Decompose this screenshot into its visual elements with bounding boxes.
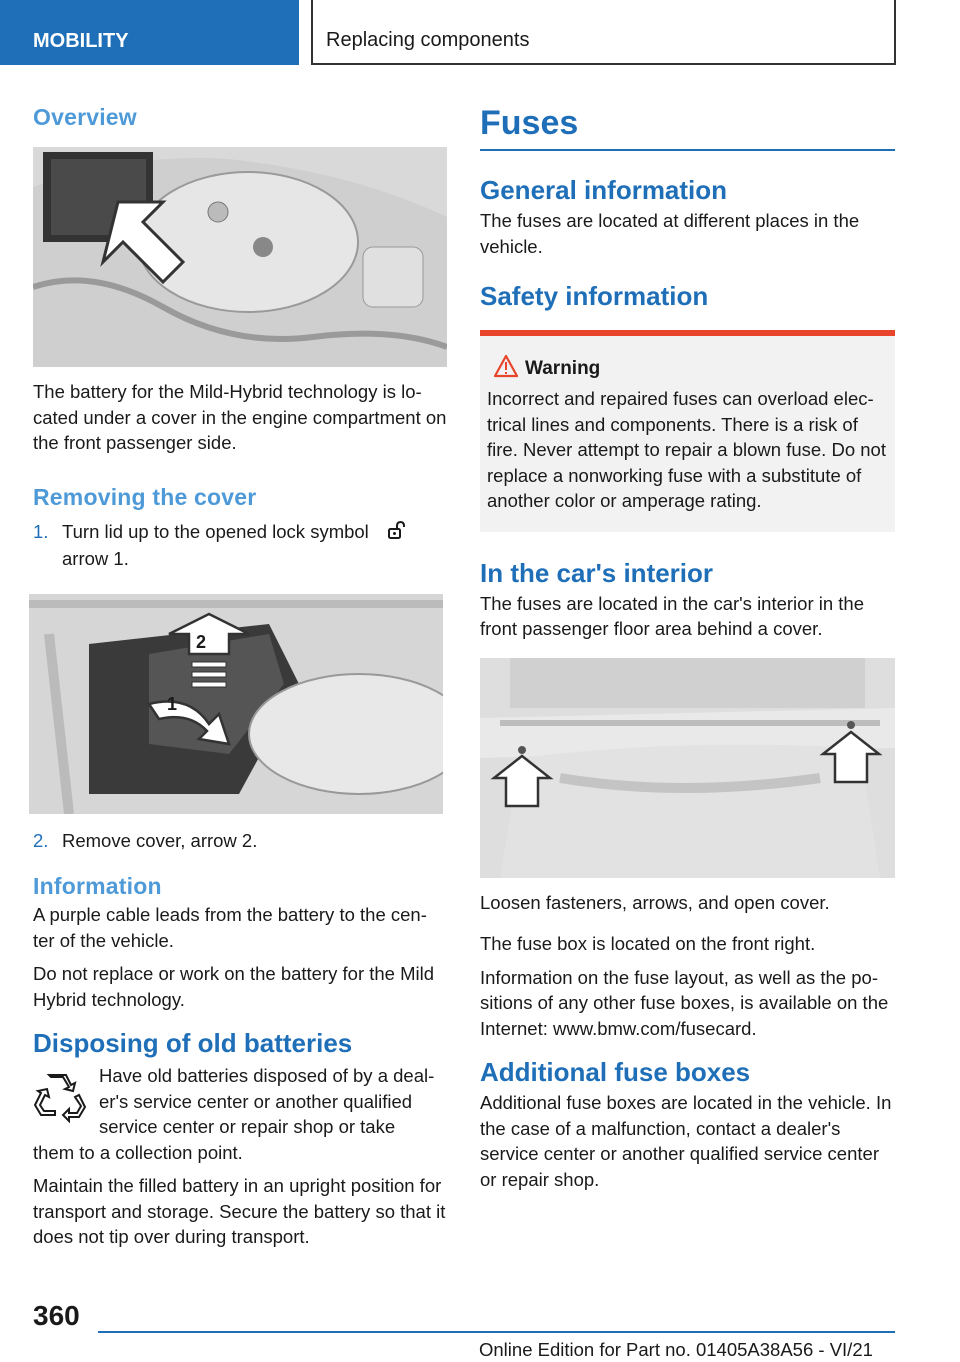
- interior-caption: Loosen fasteners, arrows, and open cover.: [480, 891, 830, 913]
- header-topic-label: Replacing components: [326, 29, 530, 51]
- header-section-tab: [0, 0, 299, 65]
- engine-illustration: [33, 147, 447, 367]
- disposing-line-d: them to a collection point.: [33, 1141, 243, 1163]
- disposing-text-1: [33, 1063, 447, 1165]
- fuse-layout-text: Information on the fuse layout, as well as the po-sitions of any other fuse boxes, is available on the Internet: www.bmw.com/fusecard.: [480, 966, 889, 1039]
- header-section-label: MOBILITY: [33, 30, 129, 52]
- fuse-cover-image: [480, 658, 895, 878]
- figure-arrow-1-label: 1: [167, 693, 178, 714]
- step-2: [33, 828, 447, 854]
- general-information-text: The fuses are located at different places in the vehicle.: [480, 210, 860, 257]
- left-column: [33, 100, 447, 1258]
- interior-text: The fuses are located in the car's interior in the front passenger floor area behind a cover.: [480, 592, 865, 639]
- warning-text: Incorrect and repaired fuses can overload elec-trical lines and components. There is a risk of fire. Never attempt to repair a blown fuse. Do not replace a nonworking fuse with a substitute of another color or amperage rating.: [487, 388, 886, 511]
- fuse-box-location-text: The fuse box is located on the front right.: [480, 933, 816, 954]
- step-2-text: Remove cover, arrow 2.: [62, 829, 258, 851]
- disposing-line-c: service center or repair shop or take: [99, 1116, 396, 1137]
- battery-cover-illustration: [29, 594, 443, 814]
- footer-edition: Online Edition for Part no. 01405A38A56 - VI/21: [479, 1339, 873, 1360]
- header-topic-box: [311, 0, 896, 65]
- step-1-text: Turn lid up to the opened lock symbol: [62, 520, 369, 542]
- general-information-heading: General information: [480, 175, 728, 205]
- warning-box: [480, 330, 895, 532]
- step-1: [33, 519, 447, 572]
- step-1-number: 1.: [33, 520, 49, 542]
- lock-open-icon: [386, 520, 406, 547]
- step-2-number: 2.: [33, 829, 49, 851]
- safety-information-heading: Safety information: [480, 281, 709, 311]
- additional-fuse-boxes-text: Additional fuse boxes are located in the vehicle. In the case of a malfunction, contact a dealer's service center or another qualified service center or repair shop.: [480, 1092, 892, 1190]
- disposing-line-b: er's service center or another qualified: [99, 1090, 413, 1112]
- right-column: [480, 100, 895, 1200]
- disposing-line-a: Have old batteries disposed of by a deal-: [99, 1065, 435, 1086]
- step-1-text-continued: arrow 1.: [62, 548, 129, 569]
- overview-text: The battery for the Mild-Hybrid technology is lo-cated under a cover in the engine compartment on the front passenger side.: [33, 381, 447, 453]
- engine-compartment-image: [33, 147, 447, 367]
- footer-divider: [98, 1331, 895, 1333]
- figure-arrow-2-label: 2: [196, 631, 207, 652]
- recycle-icon: [33, 1071, 87, 1130]
- interior-heading: In the car's interior: [480, 557, 714, 588]
- disposing-text-2: Maintain the filled battery in an upright position for transport and storage. Secure the battery so that it does not tip over during transport.: [33, 1175, 446, 1247]
- warning-title: [525, 358, 887, 380]
- information-heading: Information: [33, 873, 162, 899]
- warning-triangle-icon: [493, 354, 519, 384]
- additional-fuse-boxes-heading: Additional fuse boxes: [480, 1057, 751, 1087]
- warning-title-text: Warning: [525, 358, 601, 379]
- information-text-2: Do not replace or work on the battery for the Mild Hybrid technology.: [33, 963, 435, 1010]
- page-number: 360: [33, 1300, 80, 1331]
- removing-cover-heading: Removing the cover: [33, 483, 257, 510]
- fuses-heading: Fuses: [480, 104, 895, 151]
- information-text-1: A purple cable leads from the battery to the cen-ter of the vehicle.: [33, 904, 427, 951]
- fuse-cover-illustration: [480, 658, 895, 878]
- overview-heading: Overview: [33, 104, 137, 130]
- disposing-heading: Disposing of old batteries: [33, 1028, 353, 1058]
- battery-cover-image: [29, 594, 443, 814]
